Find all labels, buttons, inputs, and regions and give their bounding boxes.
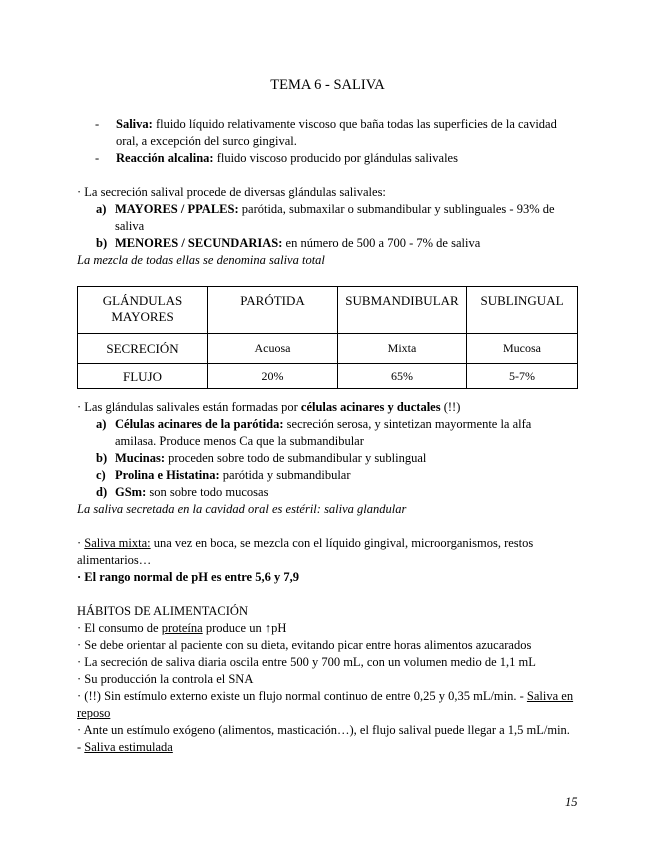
habit-pre: · El consumo de [77, 621, 162, 635]
underlined-term: Saliva en reposo [77, 689, 574, 720]
habit-pre: · Ante un estímulo exógeno (alimentos, masticación…), el flujo salival puede llegar a 1,5 mL/min. - [77, 723, 570, 754]
table-row [78, 334, 578, 364]
item-text: parótida, submaxilar o submandibular y sublinguales - 93% de saliva [115, 202, 555, 233]
table-cell: Mucosa [467, 334, 578, 364]
item-text: parótida y submandibular [219, 468, 351, 482]
ph-range [77, 569, 577, 586]
table-cell: Acuosa [208, 334, 338, 364]
table-cell: 65% [338, 364, 467, 389]
habit-pre: · (!!) Sin estímulo externo existe un flujo normal continuo de entre 0,25 y 0,35 mL/min. - [77, 689, 527, 703]
habit-line: · Se debe orientar al paciente con su dieta, evitando picar entre horas alimentos azucarados [77, 638, 532, 652]
definition-alkaline [77, 150, 577, 167]
ph-text: · El rango normal de pH es entre 5,6 y 7,9 [77, 570, 299, 584]
item-text: son sobre todo mucosas [146, 485, 269, 499]
underlined-term: Saliva mixta: [84, 536, 151, 550]
cells-intro-bold: células acinares y ductales [300, 400, 441, 414]
item-bold: MENORES / SECUNDARIAS: [115, 236, 283, 250]
dash-bullet: - [95, 117, 100, 131]
table-cell: 20% [208, 364, 338, 389]
table-cell: SECRECIÓN [78, 334, 208, 364]
underlined-term: proteína [161, 621, 203, 635]
definition-saliva [77, 116, 577, 150]
cells-intro-pre: · Las glándulas salivales están formadas por [77, 400, 301, 414]
definition-text: fluido viscoso producido por glándulas salivales [213, 151, 458, 165]
list-item [96, 416, 574, 450]
list-item [96, 201, 574, 235]
table-header: PARÓTIDA [208, 287, 338, 334]
table-cell: Mixta [338, 334, 467, 364]
item-text: secreción serosa, y sintetizan mayormente la alfa amilasa. Produce menos Ca que la submandibular [115, 417, 532, 448]
list-label: a) [96, 202, 107, 216]
habit-line [77, 688, 577, 722]
definition-text: fluido líquido relativamente viscoso que baña todas las superficies de la cavidad oral, a excepción del surco gingival. [116, 117, 557, 148]
item-text: en número de 500 a 700 - 7% de saliva [282, 236, 481, 250]
list-item [96, 467, 574, 484]
item-bold: Células acinares de la parótida: [115, 417, 284, 431]
mixed-saliva [77, 535, 577, 569]
underlined-term: Saliva estimulada [84, 740, 173, 754]
habits-heading: HÁBITOS DE ALIMENTACIÓN [77, 604, 248, 618]
habit-line: · Su producción la controla el SNA [77, 672, 254, 686]
italic-note: La saliva secretada en la cavidad oral es estéril: saliva glandular [77, 502, 407, 516]
list-label: a) [96, 417, 107, 431]
table-cell: 5-7% [467, 364, 578, 389]
glands-table [77, 286, 578, 389]
term: Reacción alcalina: [116, 151, 214, 165]
item-bold: MAYORES / PPALES: [115, 202, 239, 216]
list-label: b) [96, 451, 108, 465]
habit-line [77, 722, 577, 756]
item-bold: Mucinas: [115, 451, 165, 465]
table-header: SUBLINGUAL [467, 287, 578, 334]
cells-note [77, 501, 577, 518]
cells-intro-post: (!!) [440, 400, 461, 414]
table-header: SUBMANDIBULAR [338, 287, 467, 334]
secretion-note [77, 252, 577, 269]
habit-line: · La secreción de saliva diaria oscila entre 500 y 700 mL, con un volumen medio de 1,1 mL [77, 655, 536, 669]
habit-line [77, 620, 577, 637]
mixed-text: una vez en boca, se mezcla con el líquido gingival, microorganismos, restos alimentarios… [77, 536, 534, 567]
page-number: 15 [565, 795, 578, 809]
italic-note: La mezcla de todas ellas se denomina saliva total [77, 253, 325, 267]
table-row [78, 364, 578, 389]
bullet-dot: · [77, 536, 85, 550]
cells-intro [77, 399, 577, 416]
list-label: b) [96, 236, 108, 250]
secretion-intro: · La secreción salival procede de diversas glándulas salivales: [77, 185, 386, 199]
list-label: c) [96, 468, 106, 482]
item-text: proceden sobre todo de submandibular y sublingual [165, 451, 427, 465]
term: Saliva: [116, 117, 153, 131]
list-item [96, 484, 574, 501]
table-cell: FLUJO [78, 364, 208, 389]
dash-bullet: - [95, 151, 100, 165]
item-bold: GSm: [115, 485, 147, 499]
table-header-row [78, 287, 578, 334]
list-label: d) [96, 485, 108, 499]
list-item [96, 450, 574, 467]
page-title: TEMA 6 - SALIVA [270, 77, 385, 93]
list-item [96, 235, 574, 252]
table-header: GLÁNDULAS MAYORES [78, 287, 208, 334]
item-bold: Prolina e Histatina: [115, 468, 220, 482]
habit-post: produce un ↑pH [202, 621, 287, 635]
